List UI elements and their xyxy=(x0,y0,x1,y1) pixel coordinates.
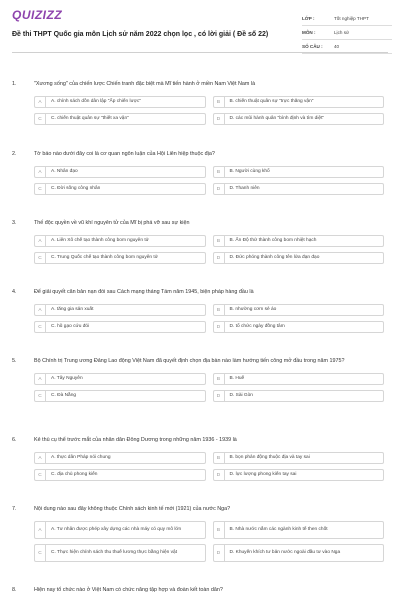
option-b[interactable] xyxy=(213,521,385,539)
question-3 xyxy=(12,219,390,264)
option-letter: C xyxy=(35,470,46,480)
option-text: C. Trung Quốc chế tạo thành công bom nguyên tử xyxy=(51,254,158,260)
option-text: D. lực lượng phong kiến tay sai xyxy=(229,471,297,477)
option-c[interactable] xyxy=(34,113,206,125)
question-number: 2. xyxy=(12,151,17,157)
option-d[interactable] xyxy=(213,321,385,333)
document-title: Đề thi THPT Quốc gia môn Lịch sử năm 2022 chọn lọc , có lời giải ( Đề số 22) xyxy=(12,31,269,38)
option-a[interactable] xyxy=(34,96,206,108)
question-stem xyxy=(12,288,390,296)
option-letter: C xyxy=(35,184,46,194)
quizizz-logo: QUIZIZZ xyxy=(12,8,63,22)
question-stem xyxy=(12,219,390,227)
option-a[interactable] xyxy=(34,521,206,539)
option-text: D. tổ chức ngày đồng tâm xyxy=(229,323,285,329)
question-number: 6. xyxy=(12,437,17,443)
meta-row-subject xyxy=(302,26,392,40)
option-c[interactable] xyxy=(34,390,206,402)
option-b[interactable] xyxy=(213,166,385,178)
option-text: A. Tư nhân được phép xây dựng các nhà máy có quy mô lớn xyxy=(51,526,182,532)
option-d[interactable] xyxy=(213,390,385,402)
question-number: 3. xyxy=(12,220,17,226)
option-d[interactable] xyxy=(213,252,385,264)
option-letter: C xyxy=(35,114,46,124)
option-letter: C xyxy=(35,545,46,561)
option-text: A. Liên Xô chế tạo thành công bom nguyên tử xyxy=(51,237,149,243)
option-c[interactable] xyxy=(34,544,206,562)
option-letter: B xyxy=(214,97,225,107)
question-1 xyxy=(12,80,390,125)
options xyxy=(34,373,384,402)
option-letter: D xyxy=(214,470,225,480)
option-letter: B xyxy=(214,453,225,463)
meta-value: 40 xyxy=(334,44,340,49)
meta-value: Tốt nghiệp THPT xyxy=(334,16,369,21)
question-6 xyxy=(12,436,390,481)
question-number: 8. xyxy=(12,587,17,593)
option-c[interactable] xyxy=(34,183,206,195)
option-d[interactable] xyxy=(213,469,385,481)
question-stem xyxy=(12,436,390,444)
option-text: B. Huế xyxy=(229,375,245,381)
option-letter: B xyxy=(214,236,225,246)
question-stem xyxy=(12,586,390,594)
option-b[interactable] xyxy=(213,373,385,385)
option-text: C. chiến thuật quân sự "thiết xa vận" xyxy=(51,115,129,121)
option-text: C. Đà Nẵng xyxy=(51,392,77,398)
option-text: D. Sài Gòn xyxy=(229,392,253,398)
option-a[interactable] xyxy=(34,452,206,464)
option-letter: D xyxy=(214,391,225,401)
option-letter: B xyxy=(214,305,225,315)
option-a[interactable] xyxy=(34,166,206,178)
option-text: A. Tây Nguyên xyxy=(51,375,83,381)
option-text: D. Thanh niên xyxy=(229,185,260,191)
option-b[interactable] xyxy=(213,452,385,464)
option-text: C. địa chủ phong kiến xyxy=(51,471,98,477)
options xyxy=(34,521,384,562)
options xyxy=(34,304,384,333)
option-letter: B xyxy=(214,522,225,538)
question-stem xyxy=(12,80,390,88)
option-letter: A xyxy=(35,97,46,107)
option-d[interactable] xyxy=(213,183,385,195)
question-text: Thế độc quyền về vũ khí nguyên tử của Mĩ bị phá vỡ sau sự kiện xyxy=(34,220,190,226)
question-number: 7. xyxy=(12,506,17,512)
question-7 xyxy=(12,505,390,562)
option-letter: D xyxy=(214,114,225,124)
question-2 xyxy=(12,150,390,195)
options xyxy=(34,235,384,264)
option-letter: D xyxy=(214,545,225,561)
option-d[interactable] xyxy=(213,113,385,125)
options xyxy=(34,452,384,481)
options xyxy=(34,166,384,195)
meta-row-class xyxy=(302,12,392,26)
question-text: Kẻ thù cụ thể trước mắt của nhân dân Đông Dương trong những năm 1936 - 1939 là xyxy=(34,437,237,443)
option-letter: A xyxy=(35,522,46,538)
option-b[interactable] xyxy=(213,96,385,108)
question-stem xyxy=(12,505,390,513)
question-text: Hiện nay tổ chức nào ở Việt Nam có chức năng tập hợp và đoàn kết toàn dân? xyxy=(34,587,223,593)
option-c[interactable] xyxy=(34,469,206,481)
option-letter: D xyxy=(214,184,225,194)
option-b[interactable] xyxy=(213,235,385,247)
question-text: Bộ Chính trị Trung ương Đảng Lao động Việt Nam đã quyết định chọn địa bàn nào làm hướng tiến công mở đầu trong năm 1975? xyxy=(34,358,345,364)
meta-table xyxy=(302,12,392,54)
option-letter: D xyxy=(214,322,225,332)
option-text: D. Đức phóng thành công tên lửa đạn đạo xyxy=(229,254,320,260)
option-letter: B xyxy=(214,374,225,384)
option-text: B. Nhà nước nắm các ngành kinh tế then chốt xyxy=(229,526,328,532)
option-text: B. Ấn Độ thử thành công bom nhiệt hạch xyxy=(229,237,317,243)
question-4 xyxy=(12,288,390,333)
option-text: B. nhường cơm sẻ áo xyxy=(229,306,277,312)
option-c[interactable] xyxy=(34,252,206,264)
option-d[interactable] xyxy=(213,544,385,562)
question-8 xyxy=(12,586,390,594)
option-a[interactable] xyxy=(34,304,206,316)
option-letter: A xyxy=(35,374,46,384)
option-a[interactable] xyxy=(34,235,206,247)
option-letter: C xyxy=(35,253,46,263)
option-letter: A xyxy=(35,305,46,315)
option-letter: D xyxy=(214,253,225,263)
option-text: B. chiến thuật quân sự "trực thăng vận" xyxy=(229,98,314,104)
option-text: C. Thực hiện chính sách thu thuế lương thực bằng hiện vật xyxy=(51,549,178,555)
question-text: Tờ báo nào dưới đây coi là cơ quan ngôn luận của Hội Liên hiệp thuộc địa? xyxy=(34,151,215,157)
header xyxy=(0,0,400,50)
option-b[interactable] xyxy=(213,304,385,316)
question-text: Nội dung nào sau đây không thuộc Chính sách kinh tế mới (1921) của nước Nga? xyxy=(34,506,231,512)
option-c[interactable] xyxy=(34,321,206,333)
meta-label: MÔN : xyxy=(302,30,316,35)
option-letter: A xyxy=(35,453,46,463)
option-text: D. Khuyến khích tư bản nước ngoài đầu tư vào Nga xyxy=(229,549,341,555)
option-text: B. bọn phản động thuộc địa và tay sai xyxy=(229,454,310,460)
header-divider xyxy=(12,52,388,53)
question-text: Để giải quyết căn bản nạn đói sau Cách mạng tháng Tám năm 1945, biện pháp hàng đầu là xyxy=(34,289,254,295)
meta-label: SỐ CÂU : xyxy=(302,44,323,49)
question-stem xyxy=(12,357,390,365)
option-letter: C xyxy=(35,322,46,332)
option-text: A. tăng gia sản xuất xyxy=(51,306,94,312)
option-letter: B xyxy=(214,167,225,177)
meta-label: LỚP : xyxy=(302,16,315,21)
option-text: A. Nhân đạo xyxy=(51,168,78,174)
question-text: "Xương sống" của chiến lược Chiến tranh đặc biệt mà Mĩ tiến hành ở miền Nam Việt Nam là xyxy=(34,81,256,87)
option-text: A. chính sách dồn dân lập "Ấp chiến lược" xyxy=(51,98,142,104)
question-number: 5. xyxy=(12,358,17,364)
option-text: C. Đời sống công nhân xyxy=(51,185,101,191)
option-letter: C xyxy=(35,391,46,401)
options xyxy=(34,96,384,125)
question-number: 1. xyxy=(12,81,17,87)
option-text: D. các mũi hành quân "bình định và tìm diệt" xyxy=(229,115,325,121)
option-letter: A xyxy=(35,236,46,246)
question-5 xyxy=(12,357,390,402)
option-text: A. thực dân Pháp nói chung xyxy=(51,454,111,460)
option-a[interactable] xyxy=(34,373,206,385)
meta-value: Lịch sử xyxy=(334,30,350,35)
option-text: C. hũ gạo cứu đói xyxy=(51,323,90,329)
option-letter: A xyxy=(35,167,46,177)
question-stem xyxy=(12,150,390,158)
option-text: B. Người cùng khổ xyxy=(229,168,270,174)
question-number: 4. xyxy=(12,289,17,295)
